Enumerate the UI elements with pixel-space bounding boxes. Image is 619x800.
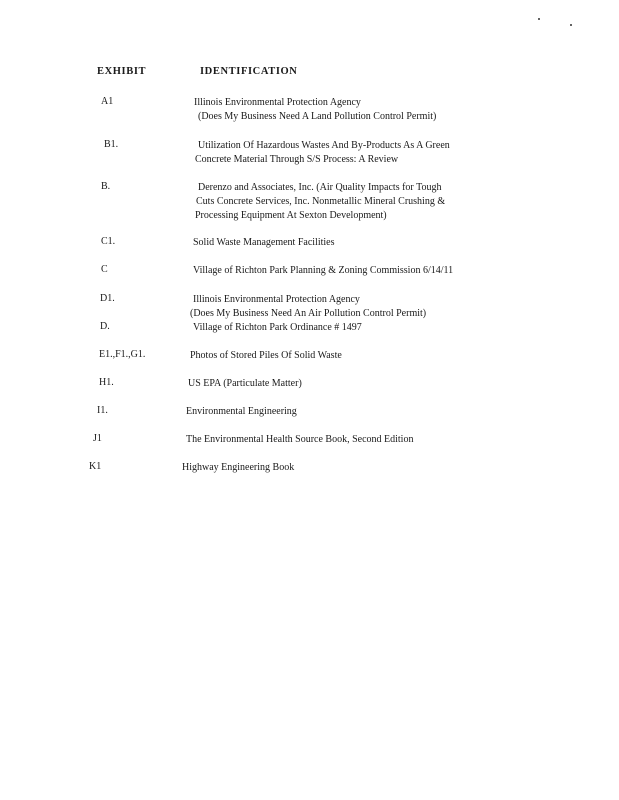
identification-line: Utilization Of Hazardous Wastes And By-Products As A Green (198, 140, 450, 151)
exhibit-code: B. (101, 181, 111, 192)
identification-line: Village of Richton Park Planning & Zoning Commission 6/14/11 (193, 265, 454, 276)
exhibit-code: D1. (100, 293, 115, 304)
identification-line: Solid Waste Management Facilities (193, 237, 335, 248)
identification-column-header: IDENTIFICATION (200, 66, 298, 77)
identification-line: Highway Engineering Book (182, 462, 295, 473)
exhibit-identification (195, 139, 450, 167)
exhibit-identification (182, 461, 294, 475)
scan-speck (570, 24, 572, 26)
identification-line: Environmental Engineering (186, 406, 297, 417)
identification-line: US EPA (Particulate Matter) (188, 378, 302, 389)
exhibit-code: E1.,F1.,G1. (99, 349, 146, 360)
exhibit-identification (188, 377, 302, 391)
identification-line: (Does My Business Need A Land Pollution Control Permit) (198, 111, 437, 122)
scan-speck (538, 18, 540, 20)
identification-line: The Environmental Health Source Book, Second Edition (186, 434, 414, 445)
exhibit-code: K1 (89, 461, 102, 472)
identification-line: Processing Equipment At Sexton Development) (195, 210, 387, 221)
exhibit-code: J1 (93, 433, 102, 444)
identification-line: Illinois Environmental Protection Agency (193, 294, 360, 305)
exhibit-identification (193, 236, 334, 250)
exhibit-code: C1. (101, 236, 116, 247)
exhibit-identification (186, 433, 413, 447)
identification-line: Village of Richton Park Ordinance # 1497 (193, 322, 362, 333)
exhibit-identification (194, 96, 436, 124)
identification-line: Illinois Environmental Protection Agency (194, 97, 361, 108)
exhibit-code: C (101, 264, 108, 275)
exhibit-code: A1 (101, 96, 114, 107)
identification-line: Concrete Material Through S/S Process: A Review (195, 154, 399, 165)
exhibit-identification (193, 321, 362, 335)
exhibit-code: D. (100, 321, 110, 332)
exhibit-identification (193, 264, 453, 278)
exhibit-code: I1. (97, 405, 108, 416)
exhibit-identification (186, 405, 297, 419)
identification-line: Cuts Concrete Services, Inc. Nonmetallic Mineral Crushing & (196, 196, 446, 207)
exhibit-identification (195, 181, 446, 223)
identification-line: Photos of Stored Piles Of Solid Waste (190, 350, 342, 361)
identification-line: (Does My Business Need An Air Pollution Control Permit) (190, 308, 427, 319)
exhibit-code: H1. (99, 377, 114, 388)
identification-line: Derenzo and Associates, Inc. (Air Quality Impacts for Tough (198, 182, 442, 193)
exhibit-code: B1. (104, 139, 119, 150)
exhibit-column-header: EXHIBIT (97, 66, 147, 77)
exhibit-identification (190, 293, 427, 321)
exhibit-identification (190, 349, 342, 363)
